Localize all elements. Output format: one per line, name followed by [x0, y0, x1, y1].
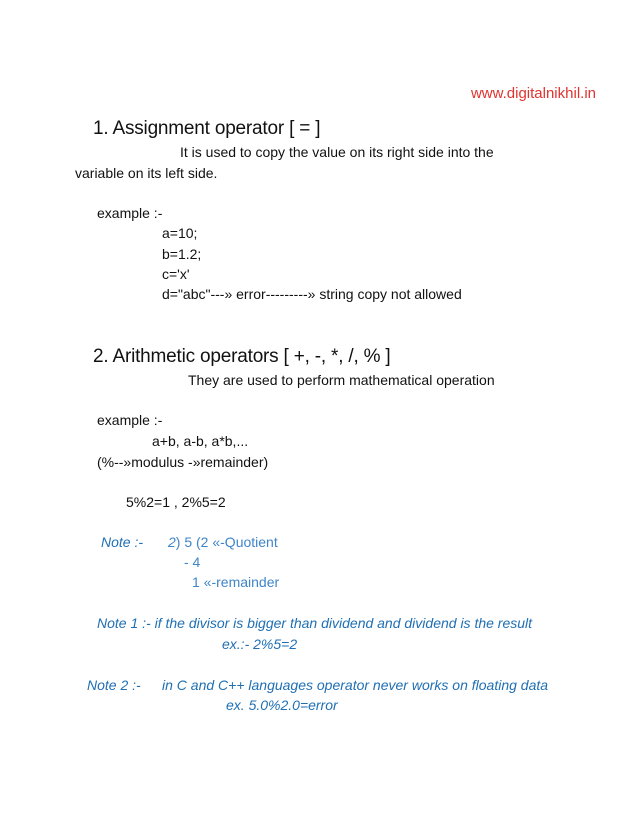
note-remainder-line: 1 «-remainder — [192, 574, 280, 590]
section2-heading: 2. Arithmetic operators [ +, -, *, /, % ] — [93, 346, 391, 367]
example-line-1: a=10; — [162, 225, 198, 241]
section1-heading: 1. Assignment operator [ = ] — [93, 118, 321, 139]
divisor: 2 — [168, 534, 176, 550]
example-line-2: b=1.2; — [162, 246, 202, 262]
note-division-line — [168, 534, 278, 550]
mod-example: 5%2=1 , 2%5=2 — [126, 494, 226, 510]
note1-text: Note 1 :- if the divisor is bigger than dividend and dividend is the result — [97, 615, 533, 631]
note-subtract-line: - 4 — [184, 554, 201, 570]
note2-text: in C and C++ languages operator never works on floating data — [162, 677, 549, 693]
section1-desc-line1: It is used to copy the value on its right side into the — [180, 144, 494, 160]
section2-example-line: a+b, a-b, a*b,... — [152, 433, 249, 449]
modulus-line: (%--»modulus -»remainder) — [97, 454, 269, 470]
section2-desc: They are used to perform mathematical operation — [188, 372, 495, 388]
example-line-3: c='x' — [162, 266, 190, 282]
example-line-4: d="abc"---» error---------» string copy not allowed — [162, 286, 462, 302]
section2-example-label: example :- — [97, 412, 163, 428]
division-rest: ) 5 (2 «-Quotient — [175, 534, 278, 550]
note-label: Note :- — [101, 534, 144, 550]
note1-example: ex.:- 2%5=2 — [222, 636, 298, 652]
section1-desc-line2: variable on its left side. — [75, 165, 218, 181]
note2-example: ex. 5.0%2.0=error — [226, 697, 338, 713]
section1-example-label: example :- — [97, 205, 163, 221]
note2-label: Note 2 :- — [87, 677, 141, 693]
website-url[interactable]: www.digitalnikhil.in — [470, 85, 596, 102]
